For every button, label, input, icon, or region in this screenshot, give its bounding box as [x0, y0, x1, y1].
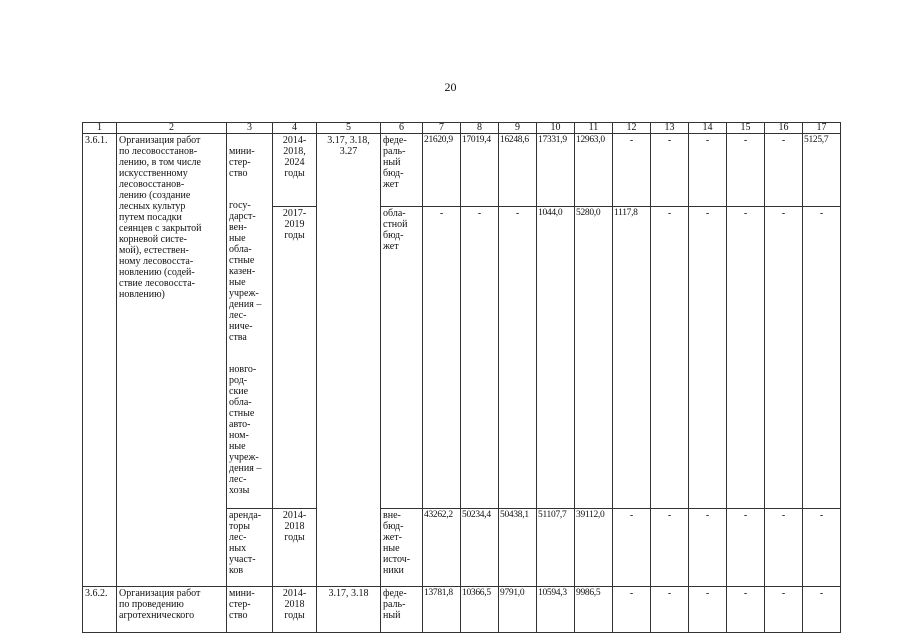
period-cell: 2017- 2019 годы: [273, 206, 317, 508]
executor-ministry: мини- стер- ство: [227, 587, 273, 633]
column-header: 6: [381, 123, 423, 134]
table-row: [83, 134, 841, 207]
value-cell: 50234,4: [461, 509, 499, 587]
value-cell: -: [499, 206, 537, 508]
value-cell: 1044,0: [537, 206, 575, 508]
period-cell: 2014- 2018 годы: [273, 587, 317, 633]
value-cell: 17019,4: [461, 134, 499, 207]
value-cell: -: [765, 206, 803, 508]
value-cell: -: [803, 587, 841, 633]
value-cell: 13781,8: [423, 587, 461, 633]
value-cell: -: [651, 509, 689, 587]
column-header: 2: [117, 123, 227, 134]
value-cell: 16248,6: [499, 134, 537, 207]
page-number: 20: [444, 80, 457, 94]
value-cell: 9986,5: [575, 587, 613, 633]
value-cell: -: [613, 134, 651, 207]
header-row: [83, 123, 841, 134]
value-cell: -: [651, 587, 689, 633]
value-cell: -: [423, 206, 461, 508]
column-header: 7: [423, 123, 461, 134]
row-id: 3.6.1.: [83, 134, 117, 587]
value-cell: -: [727, 509, 765, 587]
column-header: 16: [765, 123, 803, 134]
value-cell: -: [727, 587, 765, 633]
executor-state-institutions: госу- дарст- вен- ные обла- стные казен- ные учреж- дения – лес- ниче- ства: [229, 200, 262, 343]
targets-cell: 3.17, 3.18, 3.27: [317, 134, 381, 587]
value-cell: -: [765, 509, 803, 587]
column-header: 14: [689, 123, 727, 134]
executor-leaseholders: аренда- торы лес- ных участ- ков: [227, 509, 273, 587]
executor-ministry: мини- стер- ство: [229, 146, 255, 179]
value-cell: -: [461, 206, 499, 508]
value-cell: -: [689, 587, 727, 633]
row-id: 3.6.2.: [83, 587, 117, 633]
value-cell: 39112,0: [575, 509, 613, 587]
value-cell: -: [765, 587, 803, 633]
column-header: 1: [83, 123, 117, 134]
value-cell: 1117,8: [613, 206, 651, 508]
value-cell: 21620,9: [423, 134, 461, 207]
activity-name: Организация работ по лесовосстанов- лению, в том числе искусственному лесовосстанов- лению (создание лесных культур путем посадки сеянцев с закрытой корневой систе- мой), естествен- ному лесовосста- новлению (содей- ствие лесовосста- новлению): [117, 134, 227, 587]
value-cell: -: [651, 206, 689, 508]
program-table: [82, 122, 841, 633]
column-header: 8: [461, 123, 499, 134]
value-cell: -: [689, 134, 727, 207]
value-cell: 50438,1: [499, 509, 537, 587]
value-cell: 12963,0: [575, 134, 613, 207]
value-cell: 10366,5: [461, 587, 499, 633]
value-cell: -: [613, 587, 651, 633]
executor-cell: [227, 134, 273, 509]
executor-autonomous-institutions: новго- род- ские обла- стные авто- ном- ные учреж- дения – лес- хозы: [229, 364, 262, 496]
funding-source: обла- стной бюд- жет: [381, 206, 423, 508]
funding-source: феде- раль- ный бюд- жет: [381, 134, 423, 207]
column-header: 17: [803, 123, 841, 134]
value-cell: 9791,0: [499, 587, 537, 633]
value-cell: 17331,9: [537, 134, 575, 207]
table-row: [83, 587, 841, 633]
column-header: 15: [727, 123, 765, 134]
value-cell: -: [689, 206, 727, 508]
column-header: 10: [537, 123, 575, 134]
column-header: 13: [651, 123, 689, 134]
value-cell: -: [727, 134, 765, 207]
value-cell: 51107,7: [537, 509, 575, 587]
value-cell: 5280,0: [575, 206, 613, 508]
targets-cell: 3.17, 3.18: [317, 587, 381, 633]
column-header: 4: [273, 123, 317, 134]
column-header: 3: [227, 123, 273, 134]
value-cell: -: [613, 509, 651, 587]
value-cell: 5125,7: [803, 134, 841, 207]
value-cell: 43262,2: [423, 509, 461, 587]
column-header: 12: [613, 123, 651, 134]
column-header: 5: [317, 123, 381, 134]
value-cell: -: [803, 509, 841, 587]
funding-source: вне- бюд- жет- ные источ- ники: [381, 509, 423, 587]
column-header: 9: [499, 123, 537, 134]
value-cell: -: [765, 134, 803, 207]
period-cell: 2014- 2018, 2024 годы: [273, 134, 317, 207]
value-cell: -: [803, 206, 841, 508]
period-cell: 2014- 2018 годы: [273, 509, 317, 587]
value-cell: -: [727, 206, 765, 508]
value-cell: -: [689, 509, 727, 587]
value-cell: -: [651, 134, 689, 207]
value-cell: 10594,3: [537, 587, 575, 633]
activity-name: Организация работ по проведению агротехнического: [117, 587, 227, 633]
funding-source: феде- раль- ный: [381, 587, 423, 633]
column-header: 11: [575, 123, 613, 134]
